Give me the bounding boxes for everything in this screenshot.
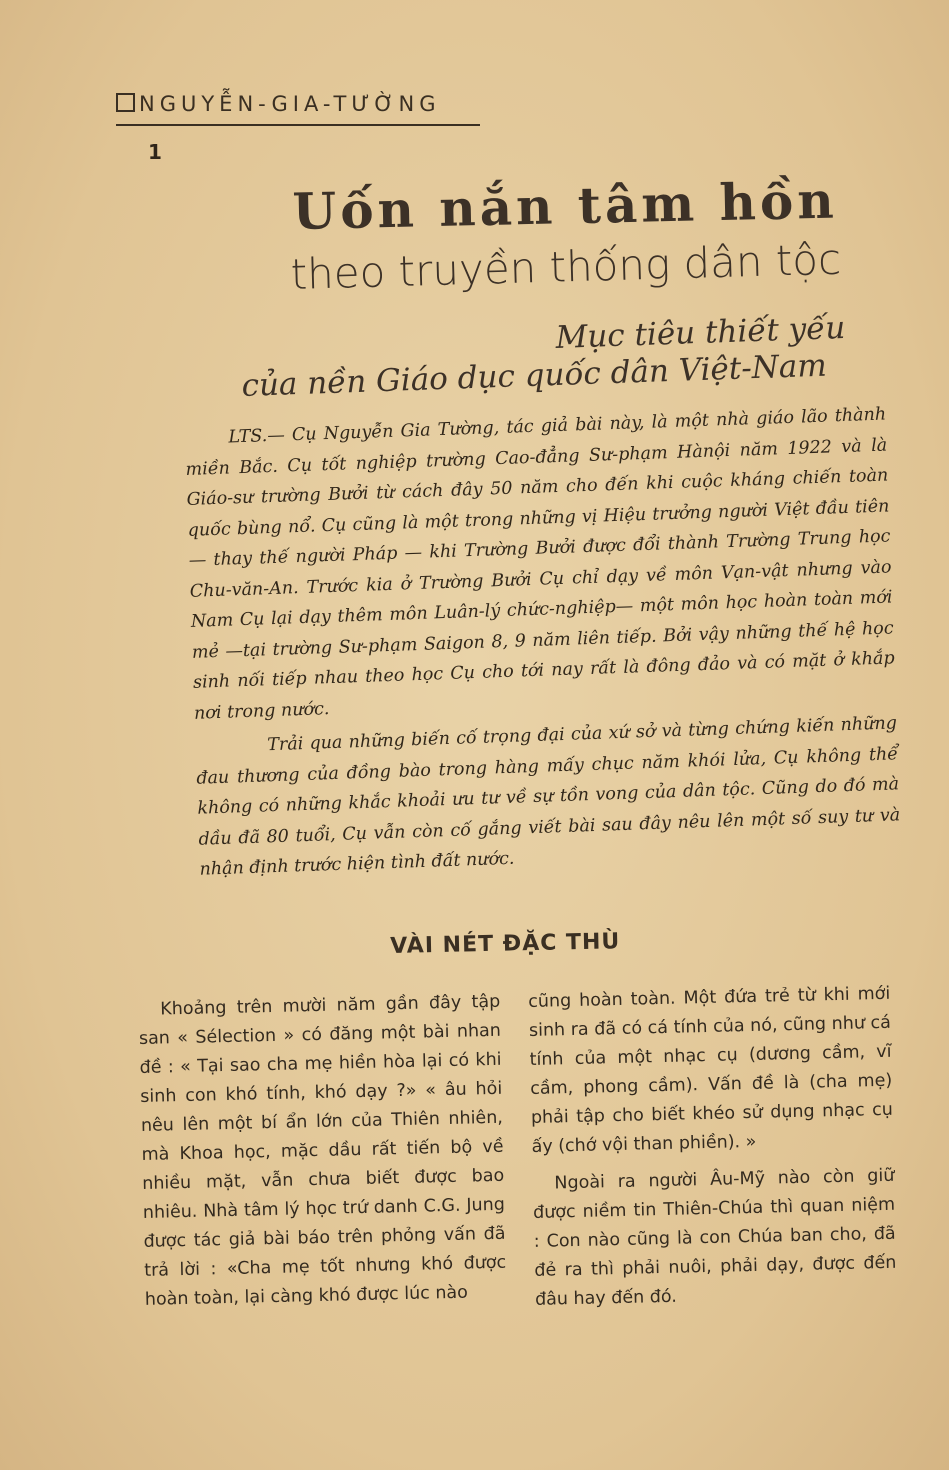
author-name: NGUYỄN-GIA-TƯỜNG [139,92,441,116]
article-title: Uốn nắn tâm hồn [292,170,839,241]
body-column-right [528,980,897,1315]
editor-note-paragraph-1: LTS.— Cụ Nguyễn Gia Tường, tác giả bài này, là một nhà giáo lão thành miền Bắc. Cụ tốt nghiệp trường Cao-đẳng Sư-phạm Hànội năm 1922 và là Giáo-sư trường Bưởi từ cách đây 50 năm cho đến khi cuộc kháng chiến toàn quốc bùng nổ. Cụ cũng là một trong những vị Hiệu trưởng người Việt đầu tiên — thay thế người Pháp — khi Trường Bưởi được đổi thành Trường Trung học Chu-văn-An. Trước kia ở Trường Bưởi Cụ chỉ dạy về môn Vạn-vật nhưng vào Nam Cụ lại dạy thêm môn Luân-lý chức-nghiệp— một môn học hoàn toàn mới mẻ —tại trường Sư-phạm Saigon 8, 9 năm liên tiếp. Bởi vậy những thế hệ học sinh nối tiếp nhau theo học Cụ cho tới nay rất là đông đảo và có mặt ở khắp nơi trong nước. [185,404,895,724]
body-right-paragraph-2: Ngoài ra người Âu-Mỹ nào còn giữ được niềm tin Thiên-Chúa thì quan niệm : Con nào cũng là con Chúa ban cho, đã đẻ ra thì phải nuôi, phải dạy, được đến đâu hay đến đó. [532,1165,897,1310]
editor-note [184,400,902,886]
page-number: 1 [148,140,162,164]
body-right-paragraph-1: cũng hoàn toàn. Một đứa trẻ từ khi mới sinh ra đã có cá tính của nó, cũng như cá tính của một nhạc cụ (dương cầm, vĩ cầm, phong cầm). Vấn đề là (cha mẹ) phải tập cho biết khéo sử dụng nhạc cụ ấy (chớ vội than phiền). » [528,983,894,1157]
body-left-paragraph: Khoảng trên mười năm gần đây tập san « Sélection » có đăng một bài nhan đề : « Tại sao cha mẹ hiền hòa lại có khi sinh con khó tính, khó dạy ?» « âu hỏi nêu lên một bí ẩn lớn của Thiên nhiên, mà Khoa học, mặc dầu rất tiến bộ về nhiều mặt, vẫn chưa biết được bao nhiêu. Nhà tâm lý học trứ danh C.G. Jung được tác giả bài báo trên phỏng vấn đã trả lời : «Cha mẹ tốt nhưng khó được hoàn toàn, lại càng khó được lúc nào [138,991,507,1310]
article-subtitle: theo truyền thống dân tộc [290,234,842,299]
section-heading: VÀI NÉT ĐẶC THÙ [390,929,621,959]
author-header [116,92,441,116]
article-tagline-line1: Mục tiêu thiết yếu [555,309,846,356]
article-tagline-line2: của nền Giáo dục quốc dân Việt-Nam [241,347,828,404]
header-rule [116,124,480,126]
body-column-left [138,988,507,1315]
editor-note-paragraph-2: Trải qua những biến cố trọng đại của xứ sở và từng chứng kiến những đau thương của đồng bào trong hàng mấy chục năm khói lửa, Cụ không thể không có những khắc khoải ưu tư về sự tồn vong của dân tộc. Cũng do đó mà dầu đã 80 tuổi, Cụ vẫn còn cố gắng viết bài sau đây nêu lên một số suy tư và nhận định trước hiện tình đất nước. [196,713,901,880]
square-bullet-icon [116,93,135,112]
